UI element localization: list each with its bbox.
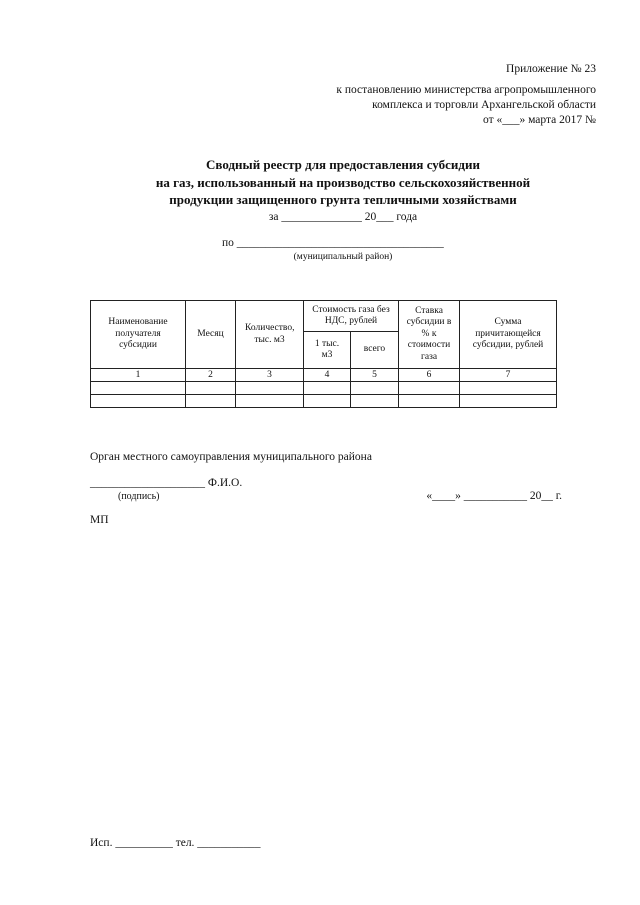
table-cell: [91, 382, 186, 395]
table-cell: [460, 395, 557, 408]
header-total: всего: [351, 332, 399, 369]
appendix-resolution-line: к постановлению министерства агропромышленного: [336, 84, 596, 96]
table-row: [91, 395, 557, 408]
registry-table: [90, 300, 557, 408]
column-number: 2: [186, 369, 236, 382]
table-cell: [186, 382, 236, 395]
title-period: за ______________ 20___ года: [268, 210, 418, 223]
table-cell: [304, 395, 351, 408]
stamp-mark: МП: [90, 514, 109, 526]
signature-caption: (подпись): [118, 491, 160, 502]
appendix-date-line: от «___» марта 2017 №: [482, 114, 596, 126]
signature-line: ____________________ Ф.И.О.: [90, 477, 243, 489]
header-quantity: Количество, тыс. м3: [236, 301, 304, 369]
table-cell: [460, 382, 557, 395]
district-field: по ____________________________________: [222, 237, 444, 249]
district-caption: (муниципальный район): [293, 252, 393, 262]
title-line-2: на газ, использованный на производство сельскохозяйственной: [155, 174, 531, 190]
column-number: 4: [304, 369, 351, 382]
column-number: 3: [236, 369, 304, 382]
title-line-1: Сводный реестр для предоставления субсидии: [206, 157, 480, 172]
header-rate: Ставка субсидии в % к стоимости газа: [399, 301, 460, 369]
appendix-number: Приложение № 23: [506, 63, 596, 75]
column-number: 6: [399, 369, 460, 382]
column-number: 1: [91, 369, 186, 382]
table-cell: [351, 382, 399, 395]
table-header-row: [91, 301, 557, 332]
column-number-row: [91, 369, 557, 382]
table-cell: [236, 382, 304, 395]
column-number: 5: [351, 369, 399, 382]
header-recipient: Наименование получателя субсидии: [91, 301, 186, 369]
executor-field: Исп. __________ тел. ___________: [90, 837, 261, 849]
header-amount: Сумма причитающейся субсидии, рублей: [460, 301, 557, 369]
title-line-3: продукции защищенного грунта тепличными хозяйствами: [169, 192, 517, 207]
document-title: [90, 156, 596, 225]
organ-label: Орган местного самоуправления муниципального района: [90, 451, 372, 463]
appendix-block: [336, 62, 596, 128]
date-field: «____» ___________ 20__ г.: [426, 490, 562, 502]
table-cell: [236, 395, 304, 408]
column-number: 7: [460, 369, 557, 382]
appendix-ministry-line: комплекса и торговли Архангельской области: [372, 99, 596, 111]
table-row: [91, 382, 557, 395]
table-cell: [399, 395, 460, 408]
table-cell: [399, 382, 460, 395]
header-month: Месяц: [186, 301, 236, 369]
table-cell: [91, 395, 186, 408]
header-per-unit: 1 тыс. м3: [304, 332, 351, 369]
table-cell: [186, 395, 236, 408]
table-cell: [351, 395, 399, 408]
table-cell: [304, 382, 351, 395]
header-gas-cost: Стоимость газа без НДС, рублей: [304, 301, 399, 332]
